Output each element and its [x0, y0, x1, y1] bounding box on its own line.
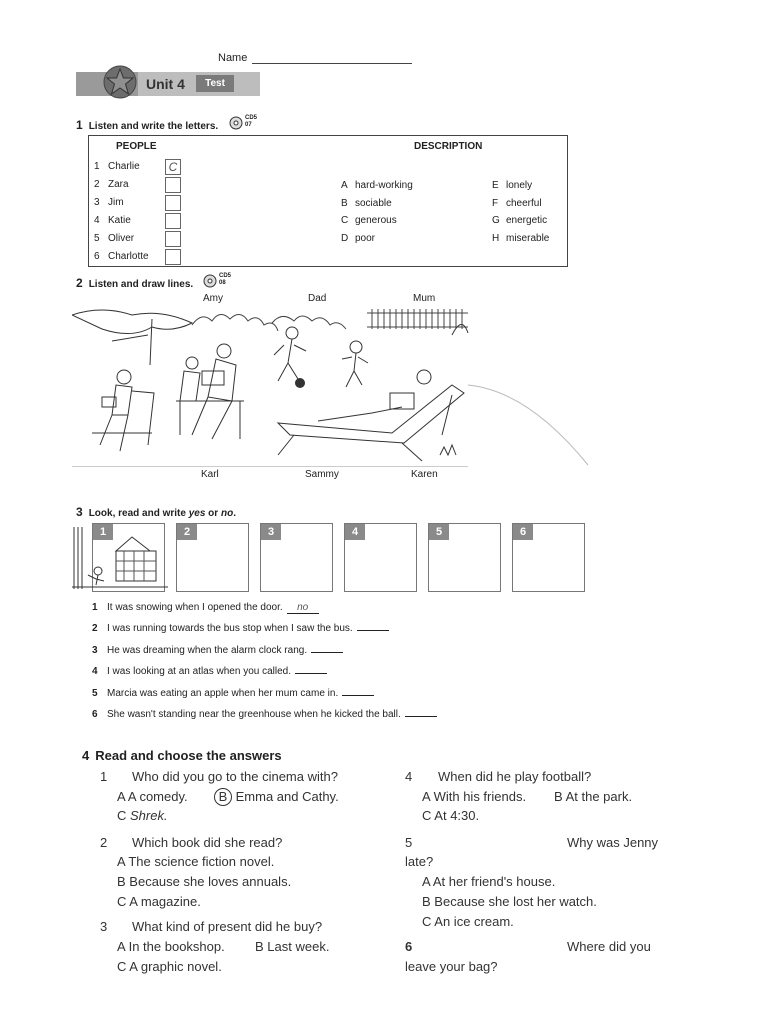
q2-text-b: Because she loves annuals.	[129, 874, 292, 889]
ex3-item-number: 2	[92, 623, 98, 635]
q5-letter-a: A	[422, 874, 430, 889]
q1-text-a: A comedy.	[127, 789, 188, 804]
description-letter: C	[341, 215, 349, 226]
ex3-number: 3	[76, 505, 83, 519]
person-row	[94, 197, 124, 208]
answer-box[interactable]	[165, 231, 181, 247]
description-text: generous	[355, 215, 397, 226]
q4-letter-c: C	[422, 808, 432, 823]
person-number: 4	[94, 215, 100, 226]
ex3-item-text: She wasn't standing near the greenhouse when he kicked the ball.	[107, 709, 401, 720]
test-badge	[196, 75, 234, 92]
person-row	[94, 233, 134, 244]
name-label-text: Name	[218, 52, 248, 64]
ex3-item-text: I was running towards the bus stop when I saw the bus.	[107, 623, 353, 635]
description-letter: G	[492, 215, 500, 226]
ex3-answer-line[interactable]	[357, 630, 389, 631]
q1-option-c[interactable]	[117, 808, 168, 823]
q5-question: Why was Jenny	[567, 835, 659, 850]
person-name: Oliver	[108, 233, 135, 244]
ex1-number: 1	[76, 118, 83, 132]
track-label: 07	[245, 122, 252, 128]
person-name: Zara	[108, 179, 129, 190]
q1-letter-a: A	[117, 789, 125, 804]
ex3-item	[92, 709, 437, 720]
answer-box[interactable]	[165, 249, 181, 265]
q2-text-c: A magazine.	[129, 894, 201, 909]
ex4-heading	[82, 748, 282, 763]
ex3-item	[92, 666, 327, 677]
name-label	[218, 52, 247, 64]
name-karl: Karl	[201, 469, 219, 480]
ex3-no: no	[220, 508, 234, 519]
ex3-item	[92, 688, 374, 699]
description-text: miserable	[506, 232, 550, 244]
q1-number: 1	[100, 769, 108, 784]
q5-option-a[interactable]	[422, 874, 555, 889]
ex3-item-text: Marcia was eating an apple when her mum came in.	[107, 687, 339, 699]
q5-letter-c: C	[422, 914, 432, 929]
description-header: DESCRIPTION	[414, 141, 483, 152]
q1-question: Who did you go to the cinema with?	[132, 769, 338, 784]
description-text: cheerful	[506, 197, 542, 209]
q3-number: 3	[100, 919, 108, 934]
ex3-item-number: 5	[92, 687, 98, 699]
ex3-item	[92, 623, 389, 634]
description-letter: H	[492, 232, 500, 244]
people-header: PEOPLE	[116, 141, 157, 152]
picture-box	[260, 523, 333, 592]
q5-option-c[interactable]	[422, 914, 514, 929]
answer-box[interactable]	[165, 159, 181, 175]
q5-question-cont: late?	[405, 854, 434, 869]
person-name: Charlie	[108, 161, 140, 172]
ex3-item	[92, 602, 319, 614]
ex2-heading	[76, 276, 193, 290]
cd-track-2	[219, 273, 231, 287]
unit-title: Unit 4	[146, 76, 185, 92]
person-row	[94, 179, 129, 190]
person-number: 5	[94, 233, 100, 244]
q2-number: 2	[100, 835, 108, 850]
person-number: 3	[94, 197, 100, 208]
description-letter: A	[341, 180, 348, 191]
q4-option-c[interactable]	[422, 808, 479, 823]
description-text: poor	[355, 232, 376, 244]
ex3-answer-line[interactable]	[405, 716, 437, 717]
q2-option-b[interactable]	[117, 874, 291, 889]
person-name: Charlotte	[108, 251, 149, 262]
q4-letter-a: A	[422, 789, 430, 804]
person-number: 2	[94, 179, 100, 190]
q5-text-b: Because she lost her watch.	[434, 894, 597, 909]
ex3-answer-line[interactable]	[342, 695, 374, 696]
ex3-item-number: 3	[92, 644, 98, 656]
ex3-answer-line[interactable]: no	[287, 602, 319, 614]
description-text: hard-working	[355, 180, 413, 191]
q4-text-a: With his friends.	[433, 789, 527, 804]
ex3-or: or	[205, 508, 221, 519]
picture-number: 3	[261, 524, 281, 540]
person-number: 6	[94, 251, 100, 262]
ex3-title: Look, read and write	[88, 508, 189, 519]
q2-question: Which book did she read?	[132, 835, 283, 850]
q6-question: Where did you	[567, 939, 651, 954]
answer-box[interactable]	[165, 195, 181, 211]
description-text: energetic	[506, 215, 548, 226]
name-mum: Mum	[413, 293, 436, 304]
ex3-item-number: 1	[92, 602, 98, 613]
person-row	[94, 161, 140, 172]
q3-letter-a: A	[117, 939, 125, 954]
q3-text-b: Last week.	[267, 939, 330, 954]
ex3-item-text: I was looking at an atlas when you called.	[107, 666, 291, 678]
q6-number: 6	[405, 939, 413, 954]
ex3-answer-line[interactable]	[295, 673, 327, 674]
q3-text-a: In the bookshop.	[128, 939, 225, 954]
q3-option-b[interactable]	[255, 939, 329, 954]
description-letter: F	[492, 197, 499, 209]
ex3-item-number: 6	[92, 709, 98, 720]
ex4-number: 4	[82, 748, 90, 763]
person-row	[94, 215, 131, 226]
description-letter: E	[492, 180, 499, 191]
garden-scene	[72, 305, 596, 467]
q2-option-c[interactable]	[117, 894, 201, 909]
cd-icon	[203, 274, 217, 288]
q5-letter-b: B	[422, 894, 431, 909]
q3-option-c[interactable]	[117, 959, 222, 974]
cd-label: CD5	[219, 273, 232, 279]
q5-text-a: At her friend's house.	[432, 874, 556, 889]
q4-question: When did he play football?	[438, 769, 592, 784]
q1-letter-b-circled: B	[214, 788, 232, 806]
picture-number: 4	[345, 524, 365, 540]
description-letter: B	[341, 197, 348, 209]
name-dad: Dad	[308, 293, 327, 304]
q3-text-c: A graphic novel.	[129, 959, 222, 974]
description-text: sociable	[355, 197, 392, 209]
test-badge-text: Test	[205, 78, 225, 89]
ex3-dot: .	[233, 508, 236, 519]
track-label: 08	[219, 280, 226, 286]
picture-number: 1	[93, 524, 113, 540]
q4-option-b[interactable]	[554, 789, 632, 804]
q6-question-cont: leave your bag?	[405, 959, 498, 974]
cd-label: CD5	[245, 115, 258, 121]
q4-number: 4	[405, 769, 413, 784]
q2-option-a[interactable]	[117, 854, 274, 869]
ex1-title: Listen and write the letters.	[88, 121, 219, 132]
q4-text-b: At the park.	[565, 789, 633, 804]
ex3-item-number: 4	[92, 666, 98, 678]
picture-box	[428, 523, 501, 592]
q2-letter-b: B	[117, 874, 126, 889]
ex3-answer-line[interactable]	[311, 652, 343, 653]
ex3-item-text: It was snowing when I opened the door.	[107, 602, 283, 613]
q3-letter-c: C	[117, 959, 127, 974]
q3-letter-b: B	[255, 939, 264, 954]
person-name: Jim	[108, 197, 124, 208]
q1-text-b: Emma and Cathy.	[235, 789, 339, 804]
q4-option-a[interactable]	[422, 789, 526, 804]
q1-letter-c: C	[117, 808, 127, 823]
person-name: Katie	[108, 215, 131, 226]
q5-number: 5	[405, 835, 413, 850]
person-number: 1	[94, 161, 100, 172]
picture-box	[344, 523, 417, 592]
person-row	[94, 251, 149, 262]
ex2-title: Listen and draw lines.	[88, 279, 194, 290]
picture-number: 6	[513, 524, 533, 540]
description-text: lonely	[506, 180, 533, 191]
q4-letter-b: B	[554, 789, 563, 804]
answer-box[interactable]	[165, 177, 181, 193]
ex3-item-text: He was dreaming when the alarm clock rang.	[107, 644, 308, 656]
q3-question: What kind of present did he buy?	[132, 919, 323, 934]
description-letter: D	[341, 232, 349, 244]
q2-letter-a: A	[117, 854, 125, 869]
q5-option-b[interactable]	[422, 894, 597, 909]
name-sammy: Sammy	[305, 469, 339, 480]
picture-number: 2	[177, 524, 197, 540]
answer-letter: C	[168, 160, 178, 174]
name-amy: Amy	[203, 293, 223, 304]
ex3-heading	[76, 505, 236, 519]
ex3-yes: yes	[188, 508, 206, 519]
cd-icon	[229, 116, 243, 130]
picture-number: 5	[429, 524, 449, 540]
name-karen: Karen	[411, 469, 438, 480]
picture-box	[512, 523, 585, 592]
ex1-heading	[76, 118, 218, 132]
star-icon	[102, 64, 138, 100]
q1-option-b[interactable]	[214, 788, 339, 806]
name-field[interactable]	[252, 63, 412, 64]
answer-box[interactable]	[165, 213, 181, 229]
ex3-item	[92, 645, 343, 656]
ex4-title: Read and choose the answers	[95, 748, 282, 763]
q3-option-a[interactable]	[117, 939, 225, 954]
q4-text-c: At 4:30.	[434, 808, 480, 823]
picture-1-scene	[72, 523, 168, 591]
picture-box	[176, 523, 249, 592]
q1-option-a[interactable]	[117, 789, 188, 804]
q2-text-a: The science fiction novel.	[128, 854, 275, 869]
q2-letter-c: C	[117, 894, 127, 909]
q1-text-c: Shrek.	[130, 808, 168, 823]
ex2-number: 2	[76, 276, 83, 290]
q5-text-c: An ice cream.	[434, 914, 514, 929]
cd-track-1	[245, 115, 257, 129]
